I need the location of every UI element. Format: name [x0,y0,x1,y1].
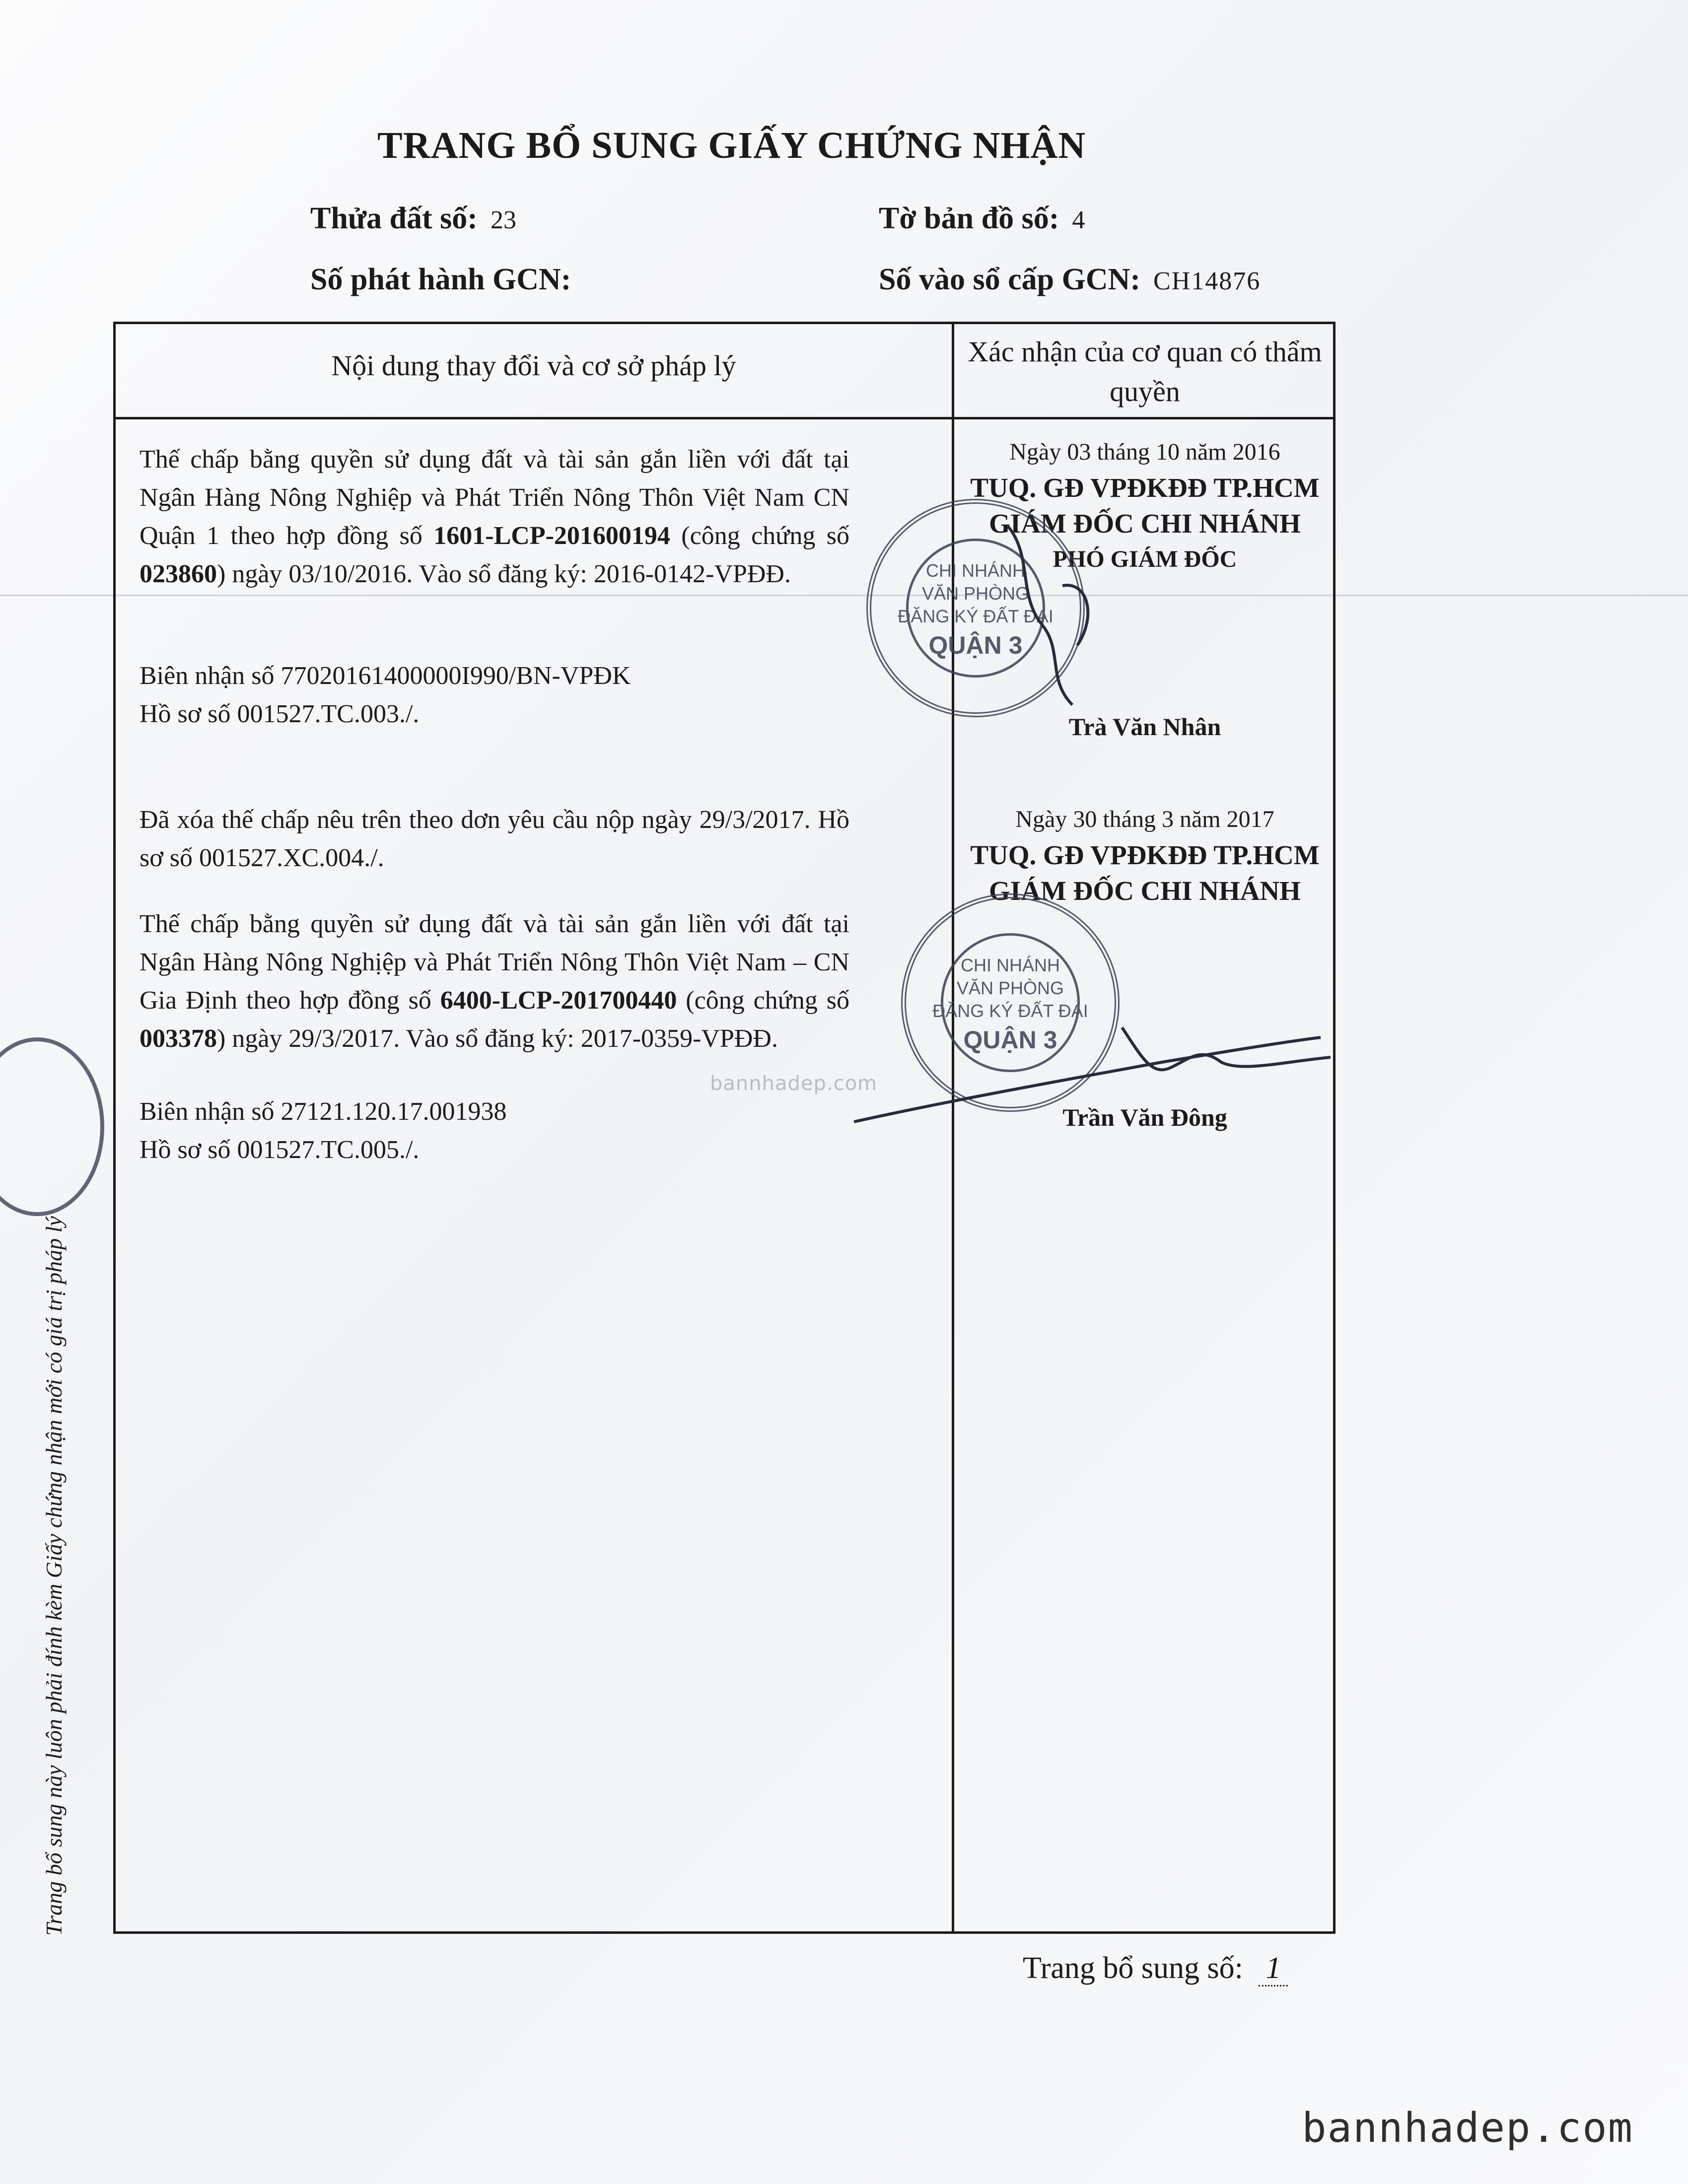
page-title: TRANG BỔ SUNG GIẤY CHỨNG NHẬN [377,125,1086,166]
confirm2-position: GIÁM ĐỐC CHI NHÁNH [989,876,1301,906]
confirm1-signer-name: Trà Văn Nhân [1068,713,1221,741]
entry1-text-a: Thế chấp bằng quyền sử dụng đất và tài sản gắn liền với đất tại Ngân Hàng Nông Nghiệp và Phát Triển Nông Thôn Việt Nam CN Quận 1 theo hợp đồng số [140,445,849,550]
issue-number [310,262,584,297]
entry1-text-c: ) ngày 03/10/2016. Vào sổ đăng ký: 2016-0142-VPĐĐ. [217,560,791,588]
map-sheet-value: 4 [1072,206,1085,234]
confirmation-block-2 [954,802,1336,909]
map-sheet-label: Tờ bản đồ số: [879,202,1059,235]
signature-2 [844,1008,1340,1137]
column-header-content: Nội dung thay đổi và cơ sở pháp lý [331,349,736,382]
confirm2-office: TUQ. GĐ VPĐKĐĐ TP.HCM [970,840,1320,870]
confirm2-date: Ngày 30 tháng 3 năm 2017 [1015,806,1274,832]
seal1-line3: ĐĂNG KÝ ĐẤT ĐAI [898,606,1054,626]
parcel-value: 23 [490,206,516,234]
confirm1-date: Ngày 03 tháng 10 năm 2016 [1009,439,1280,465]
confirm1-deputy: PHÓ GIÁM ĐỐC [1053,546,1237,572]
entry1-contract-number: 1601-LCP-201600194 [433,522,670,550]
entry2-text-a: Thế chấp bằng quyền sử dụng đất và tài sản gắn liền với đất tại Ngân Hàng Nông Nghịệp và Phát Triển Nông Thôn Việt Nam – CN Gia Định theo hợp đồng số [140,910,849,1015]
entry2-notary-number: 003378 [140,1024,217,1053]
seal1-line4: QUẬN 3 [928,631,1023,659]
register-number [879,262,1261,297]
seal2-line2: VĂN PHÒNG [956,978,1064,998]
confirm1-office: TUQ. GĐ VPĐKĐĐ TP.HCM [970,473,1320,503]
seal2-line3: ĐĂNG KÝ ĐẤT ĐAI [932,1001,1088,1021]
entry2-receipt [140,1092,849,1169]
seal1-line1: CHI NHÁNH [925,560,1025,581]
map-sheet-number [879,201,1085,236]
confirm2-signer-name: Trần Văn Đông [1062,1103,1227,1131]
entry1-receipt [140,657,849,733]
entry2-receipt-line: Biên nhận số 27121.120.17.001938 [140,1097,507,1126]
entry2-mortgage-text [140,905,849,1058]
entry1-receipt-line: Biên nhận số 77020161400000I990/BN-VPĐK [140,662,631,690]
entry2-release-text: Đã xóa thế chấp nêu trên theo dơn yêu cầu nộp ngày 29/3/2017. Hồ sơ số 001527.XC.004./. [140,806,849,872]
entry1-file-line: Hồ sơ số 001527.TC.003./. [140,700,420,728]
confirm1-position: GIÁM ĐỐC CHI NHÁNH [989,508,1301,539]
entry2-text-c: ) ngày 29/3/2017. Vào sổ đăng ký: 2017-0359-VPĐĐ. [217,1024,778,1053]
side-seal-fragment [0,1037,104,1216]
issue-label: Số phát hành GCN: [310,263,571,296]
register-value: CH14876 [1153,267,1261,295]
signature-1 [988,516,1147,725]
entry2-text-b: (công chứng số [677,986,849,1015]
register-label: Số vào sổ cấp GCN: [879,263,1141,296]
center-watermark: bannhadep.com [710,1072,878,1095]
seal2-line4: QUẬN 3 [963,1026,1057,1054]
seal2-line1: CHI NHÁNH [960,955,1060,975]
site-watermark: bannhadep.com [1302,2105,1633,2152]
parcel-number [310,201,516,236]
entry1-mortgage-text [140,440,849,593]
parcel-label: Thửa đất số: [310,202,478,235]
entry2-contract-number: 6400-LCP-201700440 [440,986,677,1015]
supplement-value: 1 [1259,1951,1288,1986]
side-legal-note: Trang bổ sung này luôn phải đính kèm Giấy chứng nhận mới có giá trị pháp lý [41,1216,67,1936]
entry1-text-b: (công chứng số [670,522,849,550]
entry1-notary-number: 023860 [140,560,217,588]
seal1-line2: VĂN PHÒNG [921,583,1030,604]
supplement-label: Trang bổ sung số: [1023,1951,1243,1985]
entry2-file-line: Hồ sơ số 001527.TC.005./. [140,1136,420,1164]
column-header-confirmation: Xác nhận của cơ quan có thẩm quyền [968,336,1322,408]
header-divider [116,417,1333,419]
supplement-number [1023,1951,1288,1986]
